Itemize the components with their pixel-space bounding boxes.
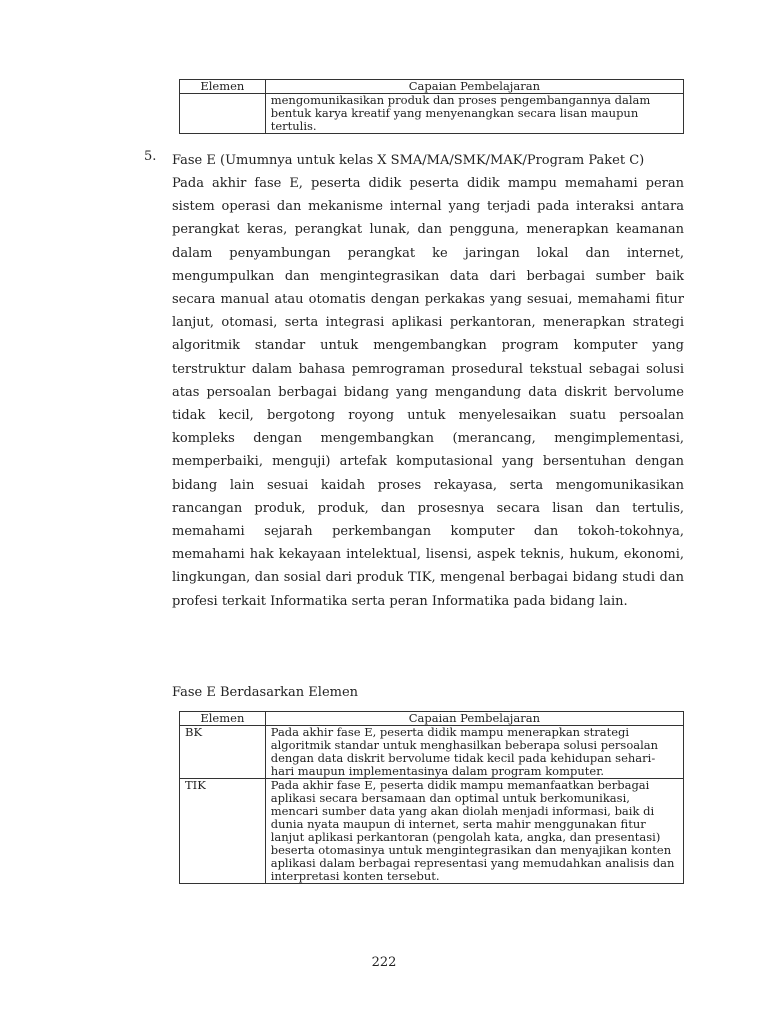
cell-elemen: BK	[180, 726, 266, 779]
table-row	[180, 779, 684, 884]
header-elemen: Elemen	[180, 80, 266, 94]
cell-elemen: TIK	[180, 779, 266, 884]
section-fase-e	[144, 149, 684, 626]
header-capaian: Capaian Pembelajaran	[265, 712, 683, 726]
table-header-row	[180, 80, 684, 94]
section-paragraph: Pada akhir fase E, peserta didik peserta didik mampu memahami peran sistem operasi dan mekanisme internal yang terjadi pada interaksi antara perangkat keras, perangkat lunak, dan pengguna, menerapkan keamanan dalam penyambungan perangkat ke jaringan lokal dan internet, mengumpulkan dan mengintegrasikan data dari berbagai sumber baik secara manual atau otomatis dengan perkakas yang sesuai, memahami fitur lanjut, otomasi, serta integrasi aplikasi perkantoran, menerapkan strategi algoritmik standar untuk mengembangkan program komputer yang terstruktur dalam bahasa pemrograman prosedural tekstual sebagai solusi atas persoalan berbagai bidang yang mengandung data diskrit bervolume tidak kecil, bergotong royong untuk menyelesaikan suatu persoalan kompleks dengan mengembangkan (merancang, mengimplementasi, memperbaiki, menguji) artefak komputasional yang bersentuhan dengan bidang lain sesuai kaidah proses rekayasa, serta mengomunikasikan rancangan produk, produk, dan prosesnya secara lisan dan tertulis, memahami sejarah perkembangan komputer dan tokoh-tokohnya, memahami hak kekayaan intelektual, lisensi, aspek teknis, hukum, ekonomi, lingkungan, dan sosial dari produk TIK, mengenal berbagai bidang studi dan profesi terkait Informatika serta peran Informatika pada bidang lain.	[172, 176, 684, 609]
table-top	[179, 79, 684, 134]
section-heading: Fase E (Umumnya untuk kelas X SMA/MA/SMK/MAK/Program Paket C)	[172, 153, 645, 168]
cell-capaian: Pada akhir fase E, peserta didik mampu menerapkan strategi algoritmik standar untuk menghasilkan beberapa solusi persoalan dengan data diskrit bervolume tidak kecil pada kehidupan sehari-hari maupun implementasinya dalam program komputer.	[265, 726, 683, 779]
table-row	[180, 94, 684, 134]
cell-capaian: Pada akhir fase E, peserta didik mampu memanfaatkan berbagai aplikasi secara bersamaan dan optimal untuk berkomunikasi, mencari sumber data yang akan diolah menjadi informasi, baik di dunia nyata maupun di internet, serta mahir menggunakan fitur lanjut aplikasi perkantoran (pengolah kata, angka, dan presentasi) beserta otomasinya untuk mengintegrasikan dan menyajikan konten aplikasi dalam berbagai representasi yang memudahkan analisis dan interpretasi konten tersebut.	[265, 779, 683, 884]
section-number: 5.	[144, 149, 157, 164]
page-number: 222	[371, 955, 397, 970]
header-elemen: Elemen	[180, 712, 266, 726]
subheading: Fase E Berdasarkan Elemen	[172, 685, 359, 700]
cell-capaian: mengomunikasikan produk dan proses pengembangannya dalam bentuk karya kreatif yang menyenangkan secara lisan maupun tertulis.	[265, 94, 683, 134]
table-bottom	[179, 711, 684, 884]
table-row	[180, 726, 684, 779]
header-capaian: Capaian Pembelajaran	[265, 80, 683, 94]
cell-elemen	[180, 94, 266, 134]
table-header-row	[180, 712, 684, 726]
